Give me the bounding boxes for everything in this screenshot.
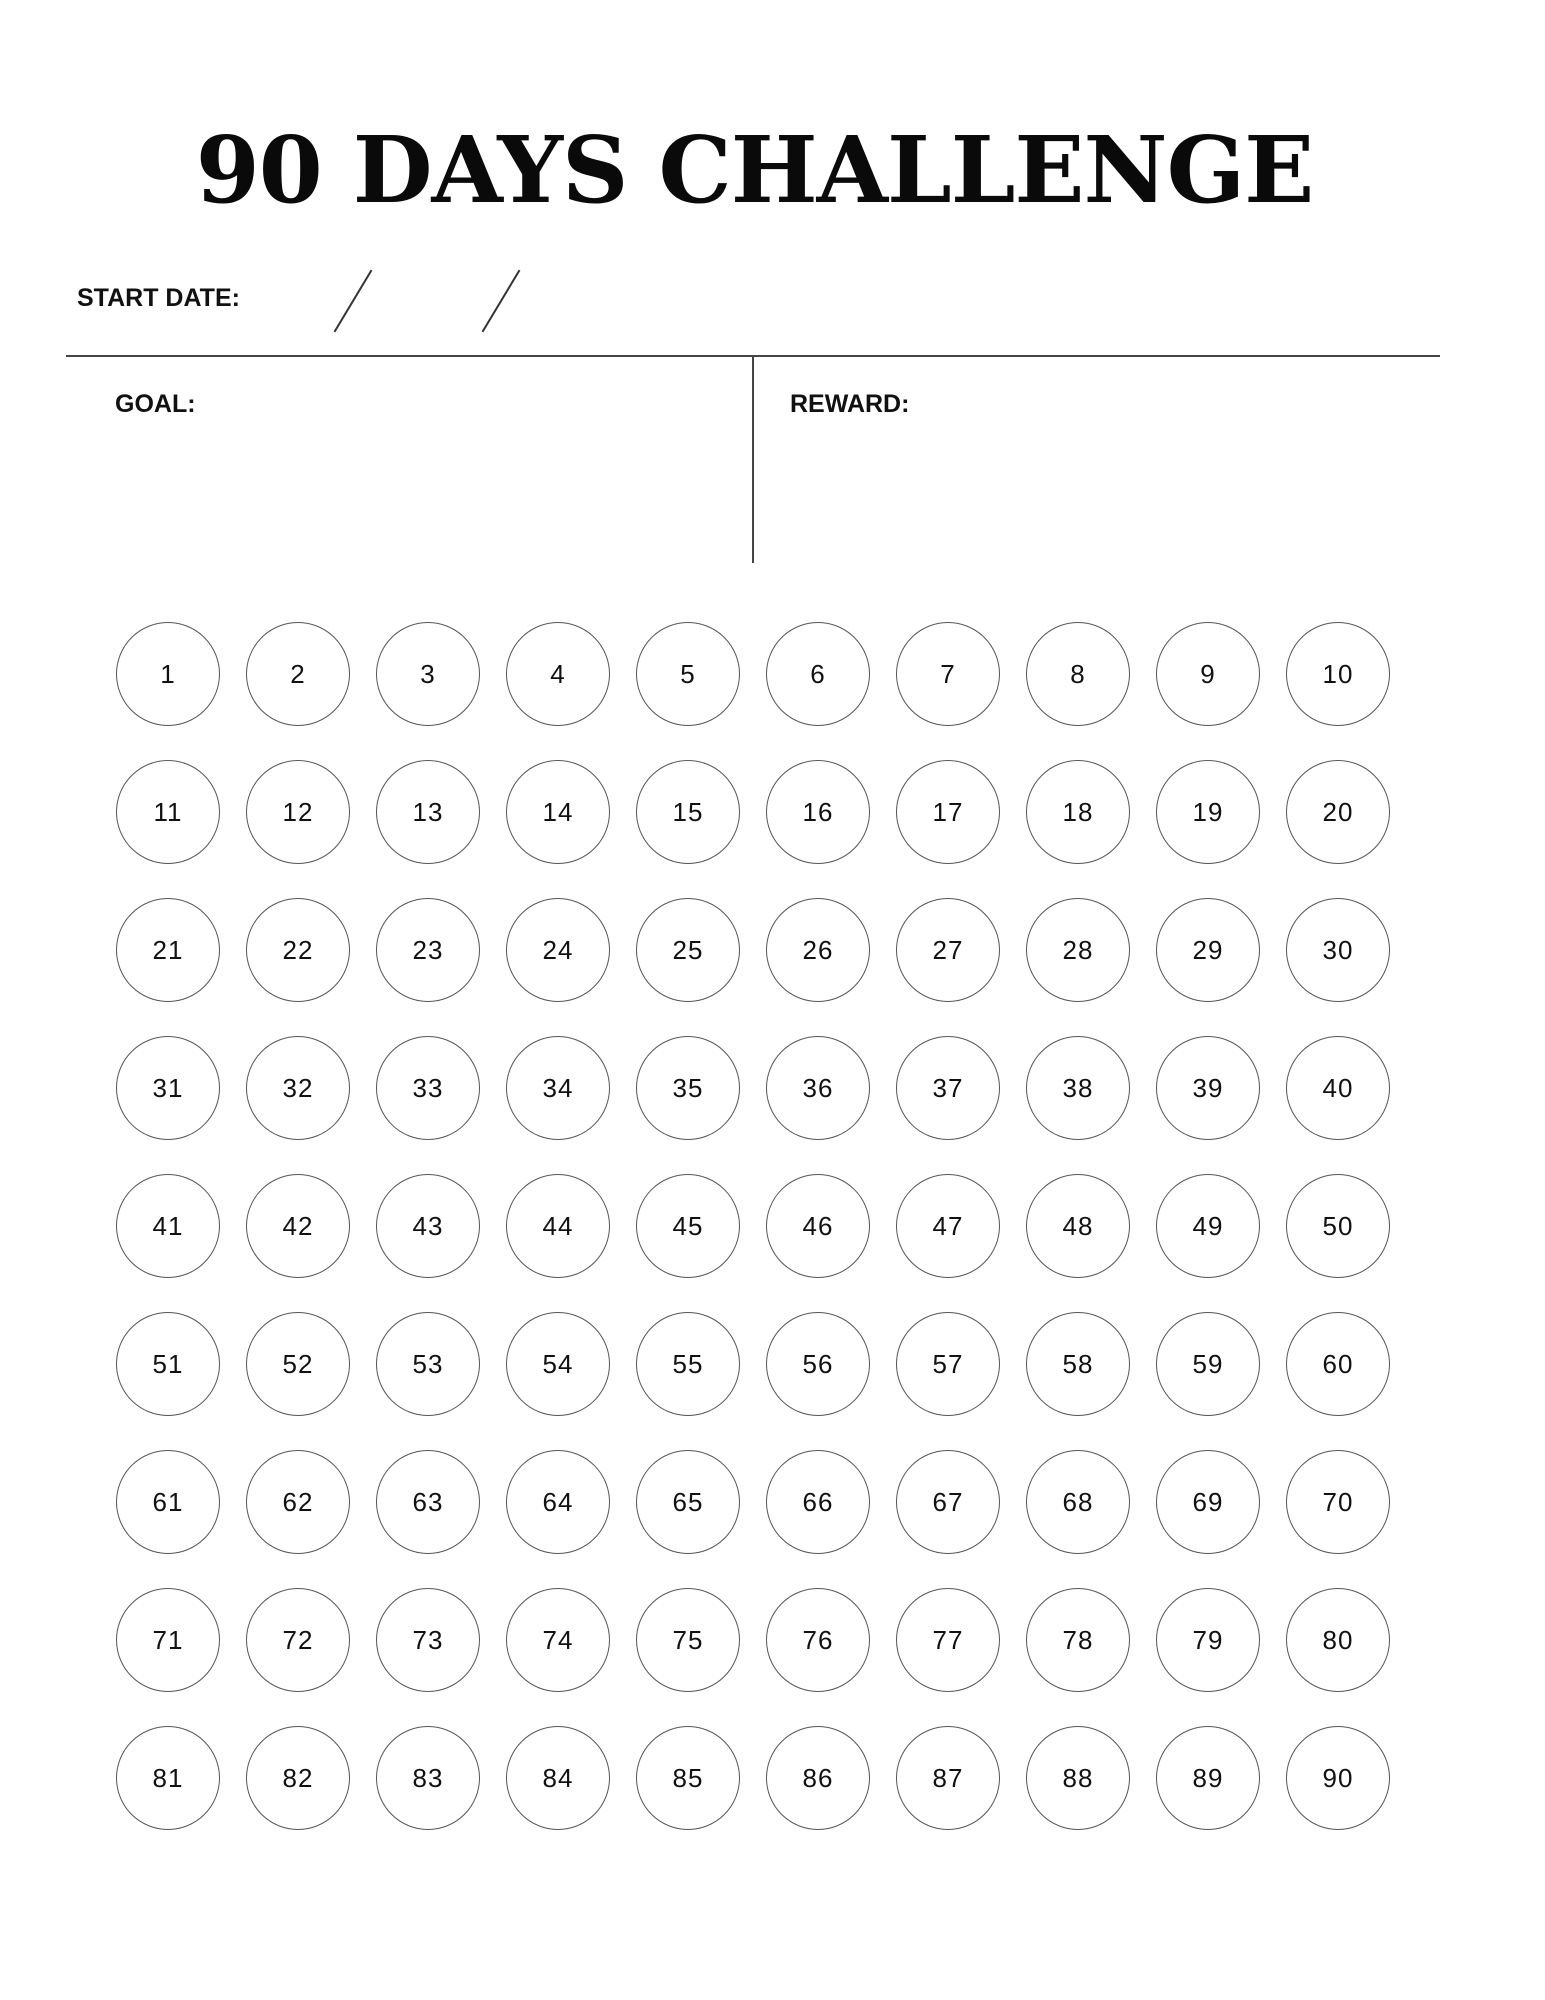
day-circle-21[interactable]: 21 xyxy=(116,898,220,1002)
day-circle-75[interactable]: 75 xyxy=(636,1588,740,1692)
day-circle-40[interactable]: 40 xyxy=(1286,1036,1390,1140)
day-circle-44[interactable]: 44 xyxy=(506,1174,610,1278)
day-circle-73[interactable]: 73 xyxy=(376,1588,480,1692)
day-circle-10[interactable]: 10 xyxy=(1286,622,1390,726)
day-circle-77[interactable]: 77 xyxy=(896,1588,1000,1692)
day-circle-63[interactable]: 63 xyxy=(376,1450,480,1554)
day-circle-61[interactable]: 61 xyxy=(116,1450,220,1554)
day-circle-23[interactable]: 23 xyxy=(376,898,480,1002)
day-circle-11[interactable]: 11 xyxy=(116,760,220,864)
day-circle-35[interactable]: 35 xyxy=(636,1036,740,1140)
day-circle-5[interactable]: 5 xyxy=(636,622,740,726)
day-circle-45[interactable]: 45 xyxy=(636,1174,740,1278)
day-circle-76[interactable]: 76 xyxy=(766,1588,870,1692)
start-date-label: START DATE: xyxy=(77,284,240,312)
day-circle-59[interactable]: 59 xyxy=(1156,1312,1260,1416)
day-circle-31[interactable]: 31 xyxy=(116,1036,220,1140)
day-circle-49[interactable]: 49 xyxy=(1156,1174,1260,1278)
day-circle-43[interactable]: 43 xyxy=(376,1174,480,1278)
day-circle-72[interactable]: 72 xyxy=(246,1588,350,1692)
day-circle-34[interactable]: 34 xyxy=(506,1036,610,1140)
day-circle-13[interactable]: 13 xyxy=(376,760,480,864)
day-circle-30[interactable]: 30 xyxy=(1286,898,1390,1002)
day-circle-56[interactable]: 56 xyxy=(766,1312,870,1416)
day-circle-88[interactable]: 88 xyxy=(1026,1726,1130,1830)
vertical-divider xyxy=(752,356,754,563)
day-circle-89[interactable]: 89 xyxy=(1156,1726,1260,1830)
day-circle-19[interactable]: 19 xyxy=(1156,760,1260,864)
day-circle-87[interactable]: 87 xyxy=(896,1726,1000,1830)
day-circle-46[interactable]: 46 xyxy=(766,1174,870,1278)
day-circle-27[interactable]: 27 xyxy=(896,898,1000,1002)
date-separator-slash xyxy=(334,270,373,333)
day-circle-3[interactable]: 3 xyxy=(376,622,480,726)
day-circle-53[interactable]: 53 xyxy=(376,1312,480,1416)
day-circle-39[interactable]: 39 xyxy=(1156,1036,1260,1140)
day-tracker-grid xyxy=(116,622,1390,1830)
day-circle-64[interactable]: 64 xyxy=(506,1450,610,1554)
day-circle-9[interactable]: 9 xyxy=(1156,622,1260,726)
day-circle-25[interactable]: 25 xyxy=(636,898,740,1002)
day-circle-32[interactable]: 32 xyxy=(246,1036,350,1140)
day-circle-85[interactable]: 85 xyxy=(636,1726,740,1830)
day-circle-24[interactable]: 24 xyxy=(506,898,610,1002)
day-circle-7[interactable]: 7 xyxy=(896,622,1000,726)
day-circle-2[interactable]: 2 xyxy=(246,622,350,726)
date-separator-slash xyxy=(482,270,521,333)
day-circle-37[interactable]: 37 xyxy=(896,1036,1000,1140)
day-circle-65[interactable]: 65 xyxy=(636,1450,740,1554)
day-circle-60[interactable]: 60 xyxy=(1286,1312,1390,1416)
day-circle-42[interactable]: 42 xyxy=(246,1174,350,1278)
day-circle-70[interactable]: 70 xyxy=(1286,1450,1390,1554)
day-circle-58[interactable]: 58 xyxy=(1026,1312,1130,1416)
day-circle-36[interactable]: 36 xyxy=(766,1036,870,1140)
day-circle-26[interactable]: 26 xyxy=(766,898,870,1002)
day-circle-51[interactable]: 51 xyxy=(116,1312,220,1416)
reward-label: REWARD: xyxy=(790,390,910,418)
day-circle-90[interactable]: 90 xyxy=(1286,1726,1390,1830)
day-circle-48[interactable]: 48 xyxy=(1026,1174,1130,1278)
day-circle-16[interactable]: 16 xyxy=(766,760,870,864)
day-circle-83[interactable]: 83 xyxy=(376,1726,480,1830)
day-circle-81[interactable]: 81 xyxy=(116,1726,220,1830)
day-circle-4[interactable]: 4 xyxy=(506,622,610,726)
day-circle-57[interactable]: 57 xyxy=(896,1312,1000,1416)
day-circle-20[interactable]: 20 xyxy=(1286,760,1390,864)
day-circle-50[interactable]: 50 xyxy=(1286,1174,1390,1278)
day-circle-55[interactable]: 55 xyxy=(636,1312,740,1416)
day-circle-79[interactable]: 79 xyxy=(1156,1588,1260,1692)
page-title: 90 DAYS CHALLENGE xyxy=(195,116,1314,224)
day-circle-74[interactable]: 74 xyxy=(506,1588,610,1692)
day-circle-82[interactable]: 82 xyxy=(246,1726,350,1830)
day-circle-29[interactable]: 29 xyxy=(1156,898,1260,1002)
day-circle-68[interactable]: 68 xyxy=(1026,1450,1130,1554)
day-circle-17[interactable]: 17 xyxy=(896,760,1000,864)
day-circle-22[interactable]: 22 xyxy=(246,898,350,1002)
day-circle-33[interactable]: 33 xyxy=(376,1036,480,1140)
day-circle-28[interactable]: 28 xyxy=(1026,898,1130,1002)
day-circle-12[interactable]: 12 xyxy=(246,760,350,864)
day-circle-80[interactable]: 80 xyxy=(1286,1588,1390,1692)
day-circle-47[interactable]: 47 xyxy=(896,1174,1000,1278)
day-circle-15[interactable]: 15 xyxy=(636,760,740,864)
day-circle-18[interactable]: 18 xyxy=(1026,760,1130,864)
day-circle-62[interactable]: 62 xyxy=(246,1450,350,1554)
day-circle-41[interactable]: 41 xyxy=(116,1174,220,1278)
day-circle-86[interactable]: 86 xyxy=(766,1726,870,1830)
day-circle-69[interactable]: 69 xyxy=(1156,1450,1260,1554)
day-circle-38[interactable]: 38 xyxy=(1026,1036,1130,1140)
day-circle-14[interactable]: 14 xyxy=(506,760,610,864)
day-circle-84[interactable]: 84 xyxy=(506,1726,610,1830)
day-circle-71[interactable]: 71 xyxy=(116,1588,220,1692)
day-circle-54[interactable]: 54 xyxy=(506,1312,610,1416)
day-circle-67[interactable]: 67 xyxy=(896,1450,1000,1554)
day-circle-8[interactable]: 8 xyxy=(1026,622,1130,726)
goal-label: GOAL: xyxy=(115,390,196,418)
day-circle-6[interactable]: 6 xyxy=(766,622,870,726)
day-circle-78[interactable]: 78 xyxy=(1026,1588,1130,1692)
day-circle-66[interactable]: 66 xyxy=(766,1450,870,1554)
day-circle-1[interactable]: 1 xyxy=(116,622,220,726)
day-circle-52[interactable]: 52 xyxy=(246,1312,350,1416)
